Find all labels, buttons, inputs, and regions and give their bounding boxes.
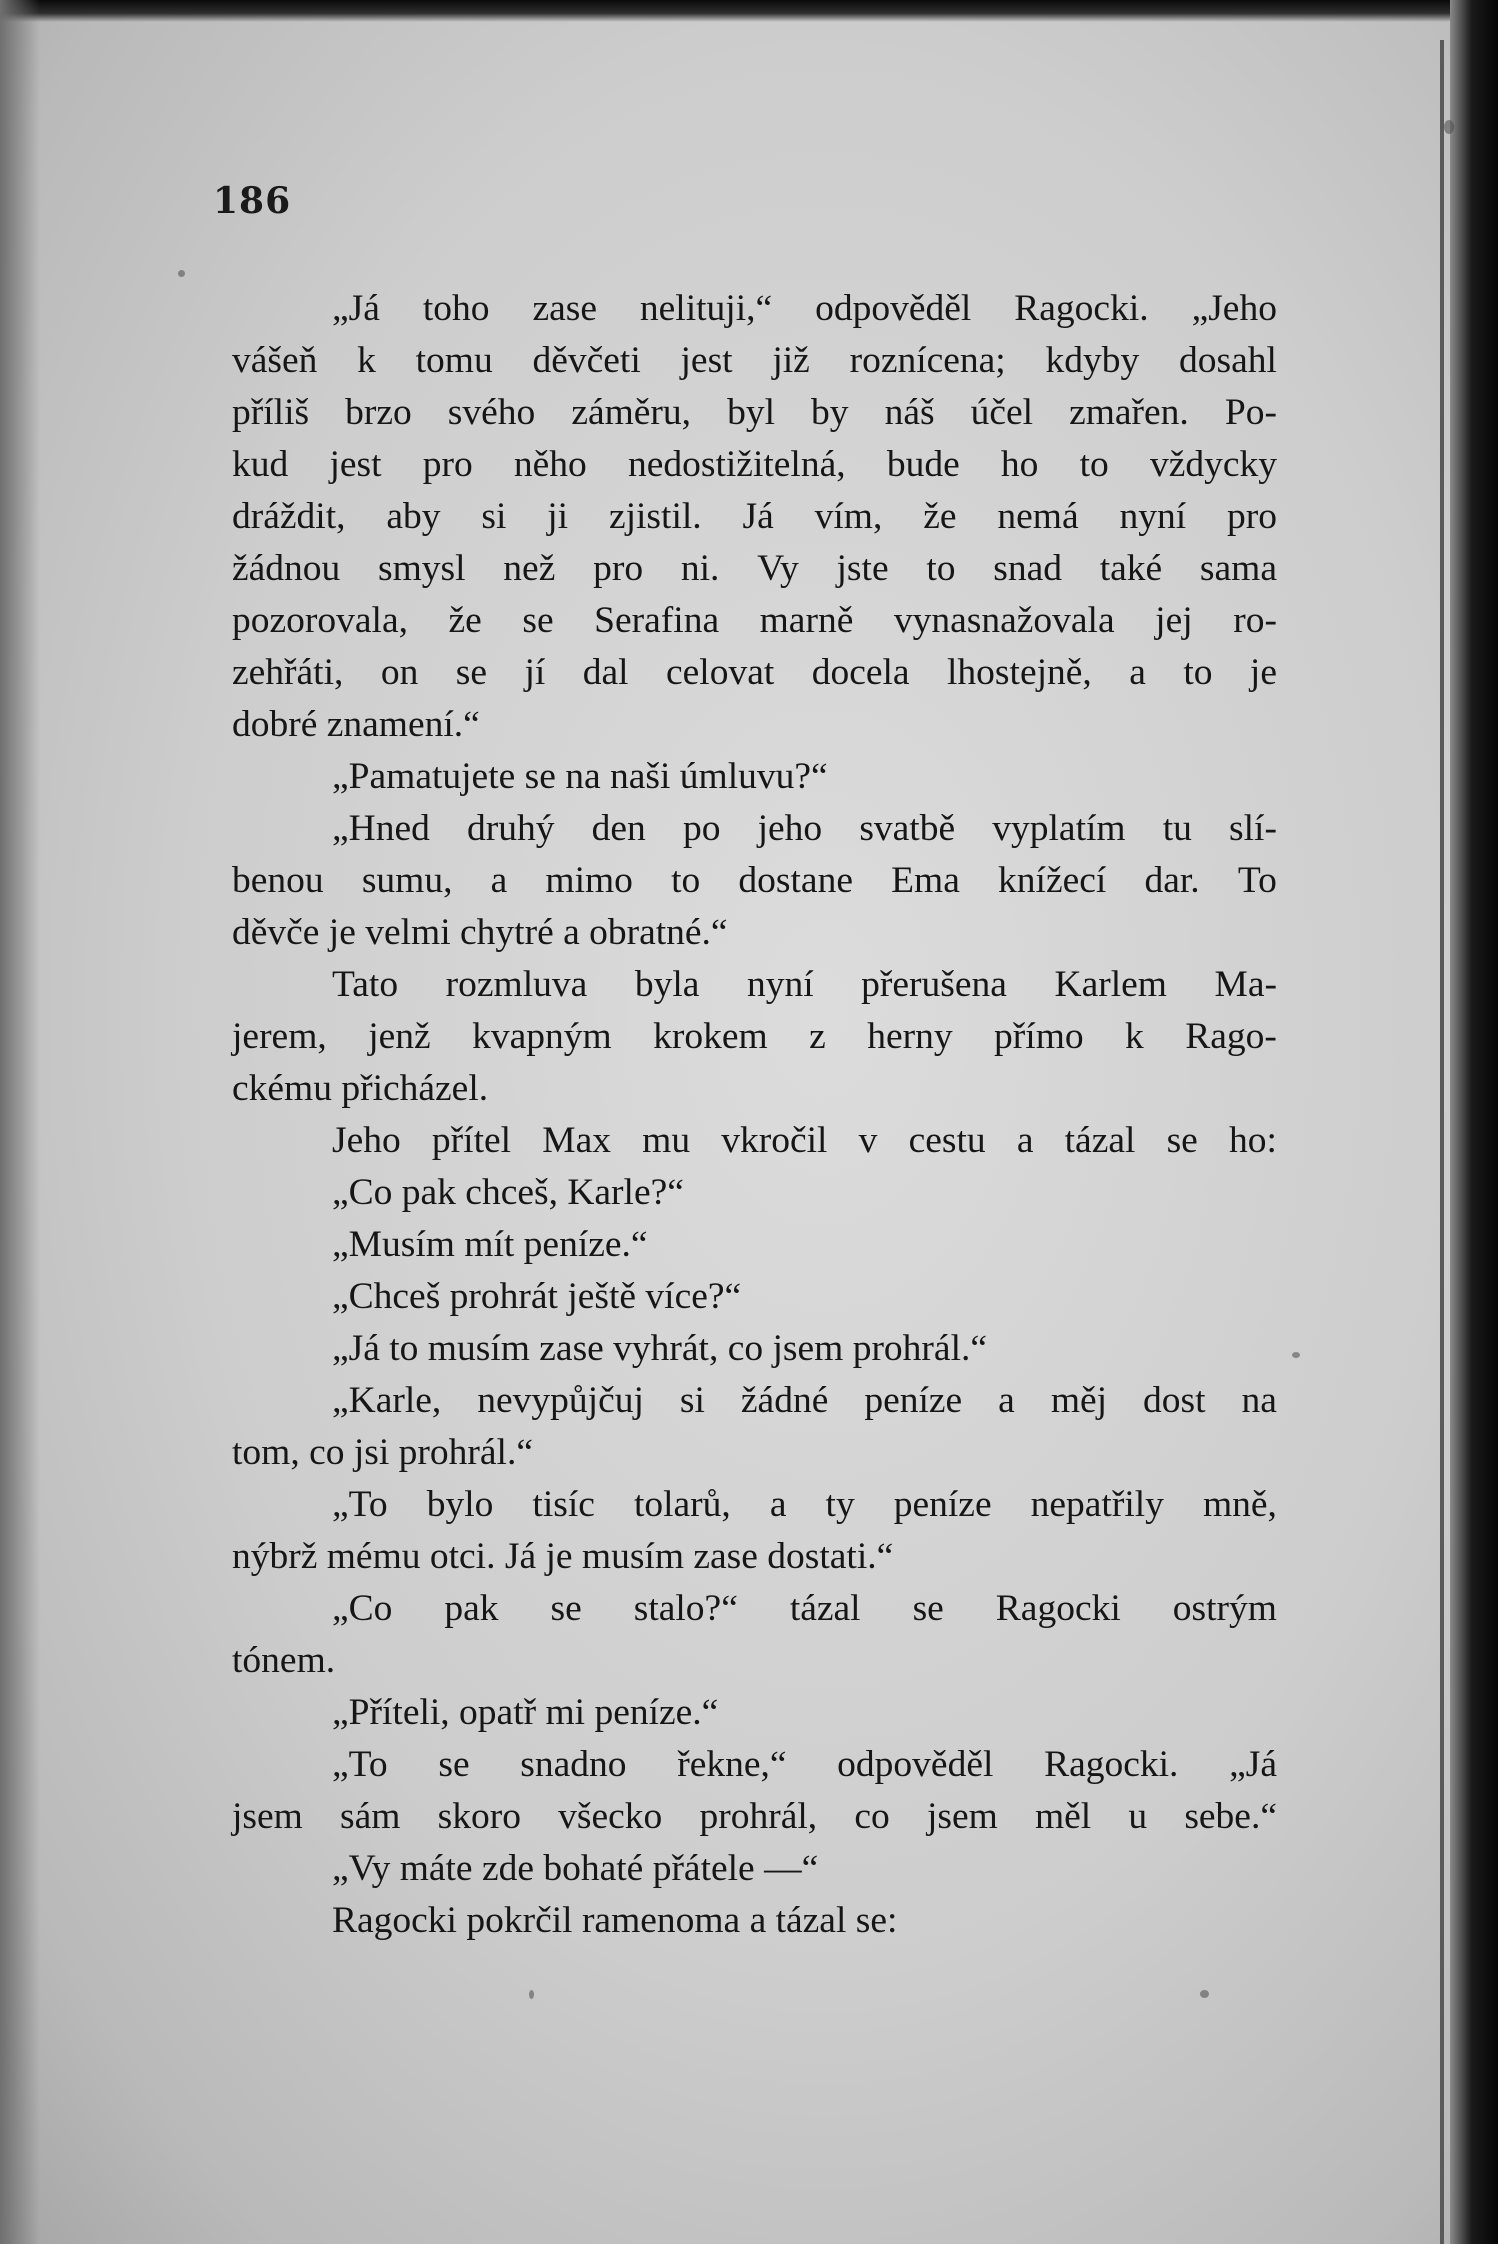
scan-left-shadow bbox=[0, 0, 40, 2244]
text-line: zehřáti, on se jí dal celovat docela lhostejně, a to je bbox=[232, 652, 1277, 693]
text-line: „Pamatujete se na naši úmluvu?“ bbox=[332, 756, 828, 797]
text-line: dráždit, aby si ji zjistil. Já vím, že nemá nyní pro bbox=[232, 496, 1277, 537]
text-line: „Příteli, opatř mi peníze.“ bbox=[332, 1692, 719, 1733]
text-line: Tato rozmluva byla nyní přerušena Karlem Ma- bbox=[332, 964, 1277, 1005]
text-line: pozorovala, že se Serafina marně vynasnažovala jej ro- bbox=[232, 600, 1277, 641]
text-line: tónem. bbox=[232, 1640, 336, 1681]
text-line: „Co pak chceš, Karle?“ bbox=[332, 1172, 684, 1213]
text-line: jerem, jenž kvapným krokem z herny přímo k Rago- bbox=[232, 1016, 1277, 1057]
text-line: „Hned druhý den po jeho svatbě vyplatím tu slí- bbox=[332, 808, 1277, 849]
print-speck bbox=[529, 1990, 534, 1999]
page-number: 186 bbox=[213, 180, 292, 222]
text-line: „Já toho zase nelituji,“ odpověděl Ragocki. „Jeho bbox=[332, 288, 1277, 329]
text-line: vášeň k tomu děvčeti jest již roznícena; kdyby dosahl bbox=[232, 340, 1277, 381]
scan-right-edge bbox=[1450, 0, 1498, 2244]
text-line: děvče je velmi chytré a obratné.“ bbox=[232, 912, 728, 953]
print-speck bbox=[1292, 1352, 1300, 1358]
text-line: „To se snadno řekne,“ odpověděl Ragocki. „Já bbox=[332, 1744, 1277, 1785]
text-line: „Já to musím zase vyhrát, co jsem prohrál.“ bbox=[332, 1328, 988, 1369]
text-line: nýbrž mému otci. Já je musím zase dostati.“ bbox=[232, 1536, 894, 1577]
body-text bbox=[232, 283, 1277, 1947]
text-line: kud jest pro něho nedostižitelná, bude ho to vždycky bbox=[232, 444, 1277, 485]
text-line: benou sumu, a mimo to dostane Ema knížecí dar. To bbox=[232, 860, 1277, 901]
text-line: Ragocki pokrčil ramenoma a tázal se: bbox=[332, 1900, 898, 1941]
scan-top-edge bbox=[0, 0, 1498, 22]
text-line: „To bylo tisíc tolarů, a ty peníze nepatřily mně, bbox=[332, 1484, 1277, 1525]
text-line: „Vy máte zde bohaté přátele —“ bbox=[332, 1848, 819, 1889]
text-line: „Co pak se stalo?“ tázal se Ragocki ostrým bbox=[332, 1588, 1277, 1629]
text-line: dobré znamení.“ bbox=[232, 704, 480, 745]
text-line: příliš brzo svého záměru, byl by náš účel zmařen. Po- bbox=[232, 392, 1277, 433]
print-speck bbox=[178, 270, 185, 277]
text-line: „Karle, nevypůjčuj si žádné peníze a měj dost na bbox=[332, 1380, 1277, 1421]
text-line: „Chceš prohrát ještě více?“ bbox=[332, 1276, 742, 1317]
text-line: ckému přicházel. bbox=[232, 1068, 489, 1109]
text-line: „Musím mít peníze.“ bbox=[332, 1224, 648, 1265]
print-speck bbox=[1444, 120, 1454, 134]
page-fold-line bbox=[1440, 40, 1444, 2244]
text-line: jsem sám skoro všecko prohrál, co jsem měl u sebe.“ bbox=[232, 1796, 1277, 1837]
print-speck bbox=[1200, 1990, 1209, 1998]
text-line: Jeho přítel Max mu vkročil v cestu a tázal se ho: bbox=[332, 1120, 1277, 1161]
text-line: žádnou smysl než pro ni. Vy jste to snad také sama bbox=[232, 548, 1277, 589]
text-line: tom, co jsi prohrál.“ bbox=[232, 1432, 533, 1473]
